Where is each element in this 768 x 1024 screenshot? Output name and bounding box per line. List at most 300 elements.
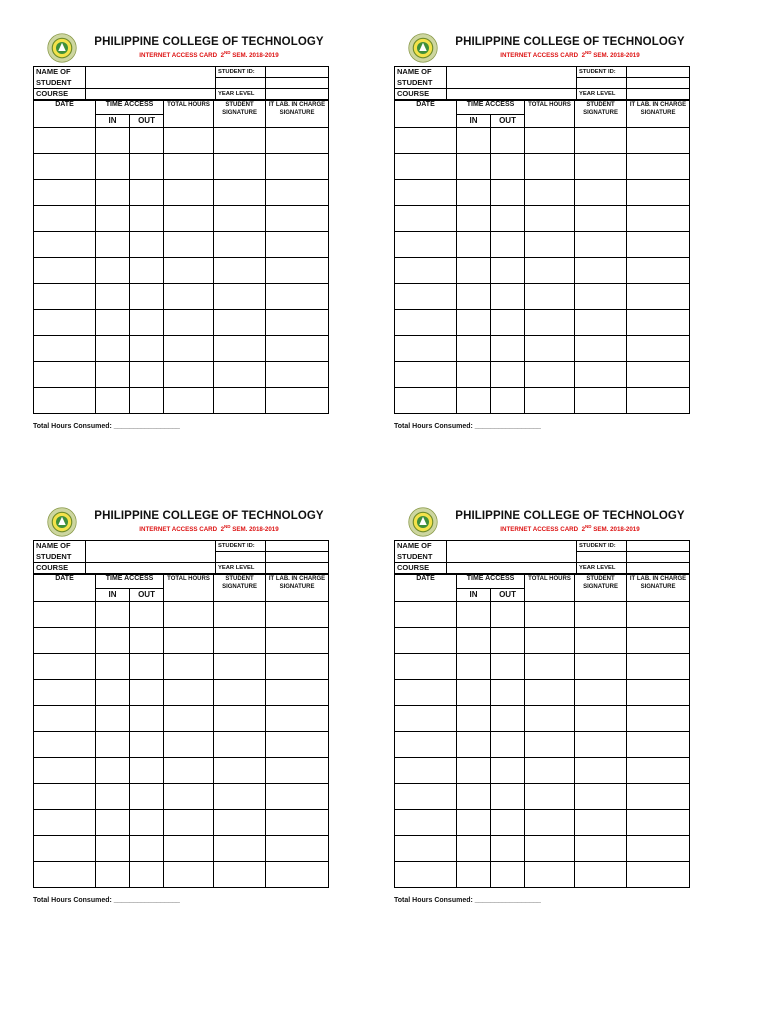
time-out-cell[interactable] [491,862,525,888]
student-signature-cell[interactable] [575,628,627,654]
it-lab-signature-cell[interactable] [266,732,329,758]
time-in-cell[interactable] [96,680,130,706]
time-out-cell[interactable] [130,732,164,758]
time-in-cell[interactable] [96,388,130,414]
time-out-cell[interactable] [491,206,525,232]
time-out-cell[interactable] [130,154,164,180]
it-lab-signature-cell[interactable] [266,836,329,862]
year-level-field[interactable] [266,89,329,100]
total-hours-cell[interactable] [164,154,214,180]
total-hours-cell[interactable] [525,836,575,862]
it-lab-signature-cell[interactable] [266,602,329,628]
course-field[interactable] [447,89,577,100]
student-signature-cell[interactable] [214,258,266,284]
time-in-cell[interactable] [96,336,130,362]
time-in-cell[interactable] [457,602,491,628]
course-field[interactable] [447,563,577,574]
total-hours-cell[interactable] [525,732,575,758]
it-lab-signature-cell[interactable] [266,810,329,836]
total-hours-cell[interactable] [525,784,575,810]
it-lab-signature-cell[interactable] [266,654,329,680]
total-hours-cell[interactable] [164,206,214,232]
time-out-cell[interactable] [130,206,164,232]
time-in-cell[interactable] [96,128,130,154]
time-in-cell[interactable] [96,362,130,388]
student-signature-cell[interactable] [575,602,627,628]
student-signature-cell[interactable] [575,154,627,180]
log-row [34,232,329,258]
student-signature-cell[interactable] [575,284,627,310]
total-hours-cell[interactable] [164,654,214,680]
it-lab-signature-cell[interactable] [266,362,329,388]
student-signature-cell[interactable] [575,206,627,232]
it-lab-signature-cell[interactable] [266,284,329,310]
time-in-cell[interactable] [96,654,130,680]
date-cell[interactable] [34,836,96,862]
time-out-cell[interactable] [491,154,525,180]
date-cell[interactable] [395,284,457,310]
time-out-cell[interactable] [130,784,164,810]
time-in-cell[interactable] [457,836,491,862]
student-signature-cell[interactable] [575,706,627,732]
time-in-cell[interactable] [457,310,491,336]
date-cell[interactable] [395,232,457,258]
date-cell[interactable] [395,862,457,888]
date-cell[interactable] [395,362,457,388]
date-cell[interactable] [34,758,96,784]
time-out-cell[interactable] [491,836,525,862]
date-cell[interactable] [395,128,457,154]
name-of-student-field[interactable] [86,541,216,563]
time-in-cell[interactable] [457,810,491,836]
total-hours-cell[interactable] [164,706,214,732]
date-cell[interactable] [34,602,96,628]
total-hours-cell[interactable] [525,206,575,232]
time-out-cell[interactable] [491,810,525,836]
student-signature-cell[interactable] [214,388,266,414]
time-in-cell[interactable] [96,862,130,888]
student-signature-cell[interactable] [575,128,627,154]
course-field[interactable] [86,563,216,574]
time-in-cell[interactable] [457,128,491,154]
log-row [395,362,690,388]
log-row [395,706,690,732]
log-row [34,732,329,758]
total-hours-cell[interactable] [164,362,214,388]
total-hours-cell[interactable] [164,810,214,836]
it-lab-signature-cell[interactable] [627,680,690,706]
total-hours-cell[interactable] [164,862,214,888]
date-cell[interactable] [34,180,96,206]
date-cell[interactable] [34,154,96,180]
time-in-cell[interactable] [457,180,491,206]
time-out-cell[interactable] [491,784,525,810]
date-cell[interactable] [395,336,457,362]
time-in-cell[interactable] [96,232,130,258]
blank-field-cell [627,78,690,89]
student-signature-cell[interactable] [214,706,266,732]
student-signature-header: STUDENT SIGNATURE [214,575,266,602]
time-out-cell[interactable] [491,654,525,680]
student-signature-cell[interactable] [214,284,266,310]
it-lab-signature-cell[interactable] [266,388,329,414]
time-in-cell[interactable] [457,654,491,680]
time-in-cell[interactable] [457,232,491,258]
date-cell[interactable] [395,154,457,180]
date-cell[interactable] [34,388,96,414]
it-lab-signature-cell[interactable] [627,602,690,628]
student-signature-cell[interactable] [575,388,627,414]
date-cell[interactable] [395,628,457,654]
date-cell[interactable] [395,310,457,336]
time-out-cell[interactable] [491,258,525,284]
time-in-cell[interactable] [96,284,130,310]
date-cell[interactable] [395,836,457,862]
time-out-cell[interactable] [491,758,525,784]
it-lab-signature-cell[interactable] [627,706,690,732]
time-in-cell[interactable] [457,388,491,414]
student-signature-cell[interactable] [575,810,627,836]
student-signature-cell[interactable] [214,732,266,758]
it-lab-signature-cell[interactable] [627,310,690,336]
time-out-cell[interactable] [491,232,525,258]
time-in-cell[interactable] [96,758,130,784]
time-in-cell[interactable] [96,206,130,232]
it-lab-signature-cell[interactable] [627,654,690,680]
college-seal-logo-icon [408,33,438,63]
student-signature-cell[interactable] [575,232,627,258]
it-lab-signature-cell[interactable] [627,206,690,232]
time-in-cell[interactable] [457,206,491,232]
semester-suffix: ND [224,524,231,529]
it-lab-signature-cell[interactable] [627,628,690,654]
student-id-field[interactable] [266,541,329,552]
time-out-cell[interactable] [130,654,164,680]
date-cell[interactable] [34,206,96,232]
total-hours-cell[interactable] [164,258,214,284]
total-hours-cell[interactable] [164,388,214,414]
total-hours-cell[interactable] [164,336,214,362]
student-signature-cell[interactable] [214,758,266,784]
total-hours-cell[interactable] [525,628,575,654]
it-lab-signature-cell[interactable] [266,232,329,258]
total-hours-consumed: Total Hours Consumed: _________________ [33,897,180,904]
total-hours-cell[interactable] [164,732,214,758]
time-in-cell[interactable] [96,836,130,862]
it-lab-signature-cell[interactable] [627,784,690,810]
date-cell[interactable] [34,310,96,336]
time-access-header: TIME ACCESS [457,101,525,115]
it-lab-signature-cell[interactable] [627,810,690,836]
total-hours-cell[interactable] [525,388,575,414]
student-signature-cell[interactable] [575,654,627,680]
it-lab-signature-cell[interactable] [266,154,329,180]
total-hours-cell[interactable] [164,602,214,628]
date-cell[interactable] [395,258,457,284]
time-in-cell[interactable] [96,154,130,180]
time-out-cell[interactable] [491,362,525,388]
time-in-cell[interactable] [457,154,491,180]
time-in-cell[interactable] [96,258,130,284]
in-header: IN [457,114,491,128]
total-hours-cell[interactable] [164,784,214,810]
it-lab-signature-cell[interactable] [266,336,329,362]
total-hours-cell[interactable] [525,128,575,154]
year-level-field[interactable] [266,563,329,574]
date-cell[interactable] [395,732,457,758]
time-out-cell[interactable] [491,336,525,362]
total-hours-cell[interactable] [525,336,575,362]
it-lab-signature-header: IT LAB. IN CHARGE SIGNATURE [627,101,690,128]
time-in-cell[interactable] [457,758,491,784]
total-hours-cell[interactable] [164,836,214,862]
it-lab-signature-cell[interactable] [266,258,329,284]
time-in-cell[interactable] [96,628,130,654]
time-in-cell[interactable] [96,732,130,758]
time-out-cell[interactable] [130,836,164,862]
date-cell[interactable] [34,680,96,706]
it-lab-signature-cell[interactable] [627,284,690,310]
date-cell[interactable] [395,602,457,628]
date-cell[interactable] [395,706,457,732]
student-id-field[interactable] [266,67,329,78]
total-hours-cell[interactable] [525,154,575,180]
student-signature-cell[interactable] [575,258,627,284]
student-signature-cell[interactable] [214,680,266,706]
it-lab-signature-cell[interactable] [627,758,690,784]
date-cell[interactable] [395,180,457,206]
time-in-cell[interactable] [96,180,130,206]
time-in-cell[interactable] [457,862,491,888]
date-cell[interactable] [34,654,96,680]
time-out-cell[interactable] [130,284,164,310]
student-signature-cell[interactable] [214,336,266,362]
student-signature-cell[interactable] [575,758,627,784]
time-out-cell[interactable] [130,232,164,258]
total-hours-header: TOTAL HOURS [525,101,575,128]
date-cell[interactable] [34,732,96,758]
time-out-cell[interactable] [491,732,525,758]
student-signature-cell[interactable] [214,206,266,232]
date-cell[interactable] [34,810,96,836]
time-out-cell[interactable] [491,284,525,310]
total-hours-cell[interactable] [525,602,575,628]
it-lab-signature-cell[interactable] [266,206,329,232]
student-signature-cell[interactable] [575,680,627,706]
it-lab-signature-cell[interactable] [627,154,690,180]
course-field[interactable] [86,89,216,100]
date-cell[interactable] [395,810,457,836]
it-lab-signature-cell[interactable] [627,836,690,862]
date-cell[interactable] [34,628,96,654]
time-out-cell[interactable] [491,680,525,706]
it-lab-signature-cell[interactable] [627,336,690,362]
student-signature-cell[interactable] [575,784,627,810]
it-lab-signature-cell[interactable] [266,680,329,706]
student-id-field[interactable] [627,67,690,78]
name-of-student-field[interactable] [447,541,577,563]
it-lab-signature-cell[interactable] [266,128,329,154]
time-in-cell[interactable] [457,362,491,388]
student-signature-cell[interactable] [575,836,627,862]
student-signature-cell[interactable] [575,336,627,362]
student-signature-cell[interactable] [214,362,266,388]
time-out-cell[interactable] [130,310,164,336]
date-cell[interactable] [34,862,96,888]
it-lab-signature-cell[interactable] [266,706,329,732]
time-in-cell[interactable] [96,784,130,810]
date-cell[interactable] [395,654,457,680]
time-in-cell[interactable] [457,784,491,810]
total-hours-cell[interactable] [525,232,575,258]
total-hours-cell[interactable] [164,310,214,336]
date-cell[interactable] [395,680,457,706]
date-cell[interactable] [395,784,457,810]
time-in-cell[interactable] [96,310,130,336]
student-signature-cell[interactable] [214,154,266,180]
time-out-cell[interactable] [491,128,525,154]
total-hours-cell[interactable] [525,862,575,888]
student-signature-cell[interactable] [214,810,266,836]
student-signature-cell[interactable] [214,862,266,888]
time-out-cell[interactable] [491,388,525,414]
date-cell[interactable] [34,128,96,154]
time-out-cell[interactable] [130,362,164,388]
student-signature-cell[interactable] [214,128,266,154]
name-of-student-field[interactable] [86,67,216,89]
total-hours-cell[interactable] [525,706,575,732]
date-cell[interactable] [34,784,96,810]
total-hours-cell[interactable] [164,128,214,154]
time-out-cell[interactable] [491,602,525,628]
total-hours-cell[interactable] [525,654,575,680]
time-out-cell[interactable] [130,336,164,362]
it-lab-signature-cell[interactable] [627,862,690,888]
it-lab-signature-cell[interactable] [266,758,329,784]
it-lab-signature-cell[interactable] [627,732,690,758]
total-hours-cell[interactable] [525,362,575,388]
total-hours-cell[interactable] [164,180,214,206]
time-out-cell[interactable] [491,706,525,732]
it-lab-signature-cell[interactable] [627,388,690,414]
year-level-field[interactable] [627,563,690,574]
time-in-cell[interactable] [457,706,491,732]
total-hours-cell[interactable] [525,180,575,206]
time-out-cell[interactable] [130,258,164,284]
it-lab-signature-cell[interactable] [266,862,329,888]
time-out-cell[interactable] [130,128,164,154]
time-in-cell[interactable] [96,706,130,732]
year-level-field[interactable] [627,89,690,100]
time-in-cell[interactable] [457,628,491,654]
it-lab-signature-cell[interactable] [627,232,690,258]
total-hours-cell[interactable] [525,310,575,336]
time-in-cell[interactable] [457,680,491,706]
date-cell[interactable] [395,206,457,232]
total-hours-cell[interactable] [525,258,575,284]
date-cell[interactable] [395,758,457,784]
it-lab-signature-cell[interactable] [266,628,329,654]
time-out-cell[interactable] [130,180,164,206]
it-lab-signature-cell[interactable] [266,180,329,206]
date-cell[interactable] [34,362,96,388]
time-in-cell[interactable] [96,602,130,628]
it-lab-signature-cell[interactable] [266,784,329,810]
time-out-cell[interactable] [491,180,525,206]
student-signature-cell[interactable] [575,310,627,336]
student-signature-cell[interactable] [214,654,266,680]
student-signature-cell[interactable] [575,180,627,206]
student-signature-cell[interactable] [575,362,627,388]
log-row [34,310,329,336]
time-out-cell[interactable] [491,628,525,654]
name-of-student-field[interactable] [447,67,577,89]
date-cell[interactable] [34,336,96,362]
time-in-cell[interactable] [96,810,130,836]
time-out-cell[interactable] [130,680,164,706]
date-cell[interactable] [34,258,96,284]
year-level-label: YEAR LEVEL [216,563,266,574]
student-signature-cell[interactable] [575,862,627,888]
time-in-cell[interactable] [457,336,491,362]
it-lab-signature-cell[interactable] [627,362,690,388]
student-signature-cell[interactable] [214,628,266,654]
time-out-cell[interactable] [130,862,164,888]
total-hours-cell[interactable] [525,758,575,784]
log-row [34,680,329,706]
total-hours-cell[interactable] [525,810,575,836]
total-hours-cell[interactable] [525,284,575,310]
total-hours-cell[interactable] [525,680,575,706]
time-out-cell[interactable] [130,706,164,732]
time-out-cell[interactable] [491,310,525,336]
time-in-cell[interactable] [457,284,491,310]
semester-year: SEM. 2018-2019 [593,526,640,533]
time-out-cell[interactable] [130,602,164,628]
student-signature-cell[interactable] [214,180,266,206]
it-lab-signature-cell[interactable] [266,310,329,336]
student-signature-cell[interactable] [214,602,266,628]
total-hours-cell[interactable] [164,628,214,654]
date-cell[interactable] [34,706,96,732]
student-id-field[interactable] [627,541,690,552]
time-in-cell[interactable] [457,732,491,758]
date-cell[interactable] [395,388,457,414]
time-out-cell[interactable] [130,388,164,414]
time-out-cell[interactable] [130,810,164,836]
it-lab-signature-header: IT LAB. IN CHARGE SIGNATURE [266,101,329,128]
it-lab-signature-cell[interactable] [627,180,690,206]
time-out-cell[interactable] [130,758,164,784]
it-lab-signature-cell[interactable] [627,258,690,284]
student-signature-cell[interactable] [214,836,266,862]
time-in-cell[interactable] [457,258,491,284]
date-cell[interactable] [34,232,96,258]
total-hours-cell[interactable] [164,758,214,784]
student-signature-cell[interactable] [214,784,266,810]
total-hours-cell[interactable] [164,680,214,706]
out-header: OUT [491,114,525,128]
time-out-cell[interactable] [130,628,164,654]
it-lab-signature-cell[interactable] [627,128,690,154]
student-signature-cell[interactable] [575,732,627,758]
student-signature-header: STUDENT SIGNATURE [575,575,627,602]
date-cell[interactable] [34,284,96,310]
total-hours-cell[interactable] [164,284,214,310]
student-signature-cell[interactable] [214,232,266,258]
total-hours-cell[interactable] [164,232,214,258]
student-signature-cell[interactable] [214,310,266,336]
